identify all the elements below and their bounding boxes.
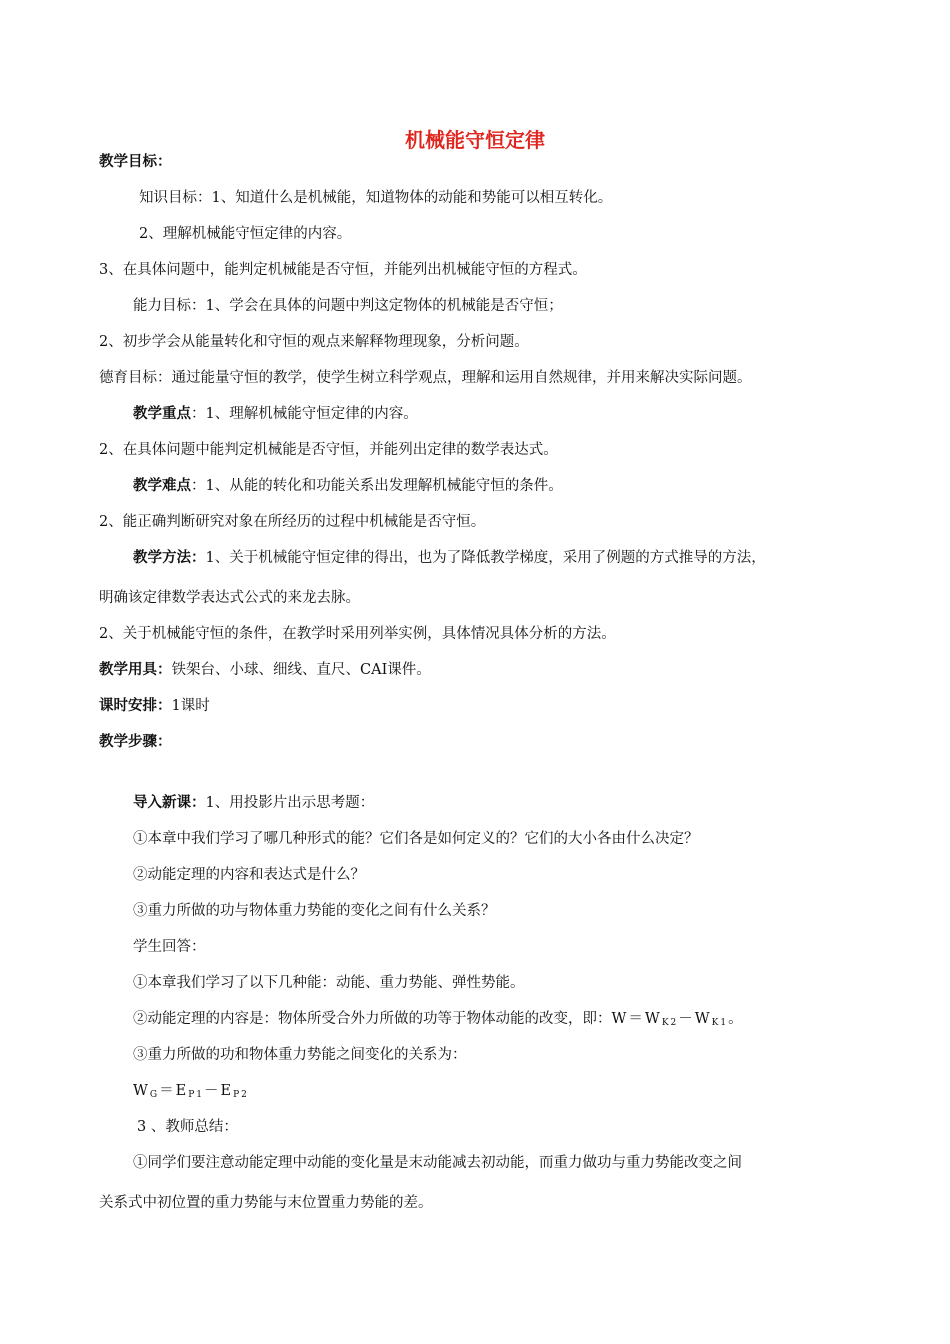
methods-label: 教学方法： [133,550,206,566]
formula-w: W [133,1083,150,1099]
difficulties-label: 教学难点 [133,478,191,494]
steps-heading: 教学步骤： [99,734,172,750]
methods-line-2: 2、关于机械能守恒的条件，在教学时采用列举实例，具体情况具体分析的方法。 [99,626,616,642]
formula-sub-p1: P1 [188,1090,204,1100]
objectives-heading: 教学目标： [99,154,172,170]
knowledge-objective-1: 知识目标：1、知道什么是机械能，知道物体的动能和势能可以相互转化。 [139,190,613,206]
difficulties-line-1 [133,476,563,496]
intro-line [133,793,374,813]
gravity-work-formula [133,1081,249,1105]
formula-eq: ＝E [159,1083,189,1099]
answer-2 [133,1009,743,1033]
answer-2-formula-minus: －W [678,1011,712,1027]
formula-sub-p2: P2 [233,1090,249,1100]
intro-label: 导入新课： [133,795,206,811]
document-title: 机械能守恒定律 [405,128,545,152]
question-1: ①本章中我们学习了哪几种形式的能？它们各是如何定义的？它们的大小各由什么决定？ [133,831,699,847]
intro-text: 1、用投影片出示思考题： [205,795,375,811]
answer-2-end: 。 [728,1011,743,1027]
ability-objective-2: 2、初步学会从能量转化和守恒的观点来解释物理现象，分析问题。 [99,334,529,350]
tools-line [99,660,431,680]
answer-2-formula-w: W＝W [611,1011,662,1027]
key-points-line-1 [133,404,418,424]
methods-text-1: 1、关于机械能守恒定律的得出，也为了降低教学梯度，采用了例题的方式推导的方法， [205,550,766,566]
difficulties-text-1: ：1、从能的转化和功能关系出发理解机械能守恒的条件。 [191,478,563,494]
answer-2-sub-k2: K2 [661,1018,679,1028]
ability-objective-1: 能力目标：1、学会在具体的问题中判这定物体的机械能是否守恒； [133,298,563,314]
formula-sub-g: G [149,1090,160,1100]
summary-line-1b: 关系式中初位置的重力势能与末位置重力势能的差。 [99,1195,433,1211]
schedule-text: 1课时 [171,698,210,714]
answer-1: ①本章我们学习了以下几种能：动能、重力势能、弹性势能。 [133,975,525,991]
answer-2-sub-k1: K1 [711,1018,729,1028]
question-3: ③重力所做的功与物体重力势能的变化之间有什么关系？ [133,903,496,919]
knowledge-objective-3: 3、在具体问题中，能判定机械能是否守恒，并能列出机械能守恒的方程式。 [99,262,587,278]
difficulties-line-2: 2、能正确判断研究对象在所经历的过程中机械能是否守恒。 [99,514,486,530]
student-answer-label: 学生回答： [133,939,206,955]
tools-text: 铁架台、小球、细线、直尺、CAI课件。 [171,662,431,678]
moral-objective: 德育目标：通过能量守恒的教学，使学生树立科学观点，理解和运用自然规律，并用来解决实际问题。 [99,370,752,386]
formula-minus: －E [204,1083,234,1099]
methods-line-1 [133,548,766,568]
key-points-label: 教学重点 [133,406,191,422]
schedule-label: 课时安排： [99,698,172,714]
question-2: ②动能定理的内容和表达式是什么？ [133,867,365,883]
answer-2-text: ②动能定理的内容是：物体所受合外力所做的功等于物体动能的改变，即： [133,1011,612,1027]
answer-3: ③重力所做的功和物体重力势能之间变化的关系为： [133,1047,467,1063]
teacher-summary-label: 3 、教师总结： [137,1119,238,1135]
schedule-line [99,696,210,716]
tools-label: 教学用具： [99,662,172,678]
summary-line-1: ①同学们要注意动能定理中动能的变化量是末动能减去初动能，而重力做功与重力势能改变之间 [133,1155,742,1171]
methods-line-1b: 明确该定律数学表达式公式的来龙去脉。 [99,590,360,606]
knowledge-objective-2: 2、理解机械能守恒定律的内容。 [139,226,352,242]
key-points-text-1: ：1、理解机械能守恒定律的内容。 [191,406,418,422]
key-points-line-2: 2、在具体问题中能判定机械能是否守恒，并能列出定律的数学表达式。 [99,442,558,458]
